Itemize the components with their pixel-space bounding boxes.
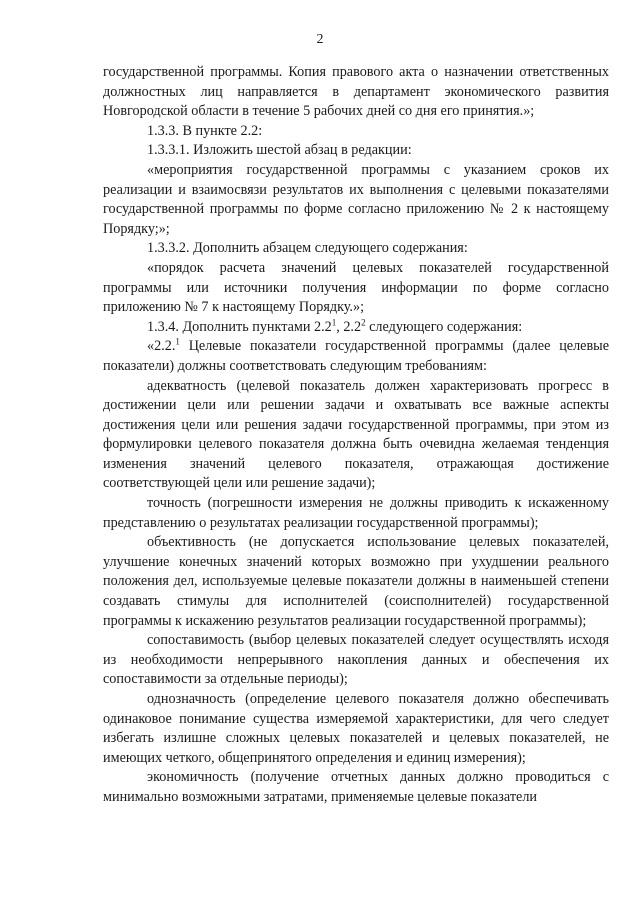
paragraph-1-3-4: 1.3.4. Дополнить пунктами $2.2^1$, $2.2^2$ следующего содержания: xyxy=(147,316,523,335)
paragraph-comparability: сопоставимость (выбор целевых показателей следует осуществлять исходя из необходимости непрерывного накопления данных и обеспечения их сопоставимости за отдельные периоды); xyxy=(103,632,609,688)
paragraph-1-3-3-1: 1.3.3.1. Изложить шестой абзац в редакции: xyxy=(147,142,412,159)
paragraph-accuracy: точность (погрешности измерения не должны приводить к искаженному представлению о результатах реализации государственной программы); xyxy=(103,495,609,531)
paragraph-quote-calculation: «порядок расчета значений целевых показателей государственной программы или источники получения информации по форме согласно приложению № 7 к настоящему Порядку.»; xyxy=(103,259,609,316)
paragraph-unambiguity: однозначность (определение целевого показателя должно обеспечивать одинаковое понимание существа измеряемой характеристики, для чего следует избегать излишне сложных целевых показателей и целевых показателей, не имеющих четкого, общепринятого определения и единиц измерения); xyxy=(103,691,609,766)
page-number: 2 xyxy=(316,32,324,47)
paragraph-adequacy: адекватность (целевой показатель должен характеризовать прогресс в достижении цели или решении задачи и охватывать все важные аспекты достижения цели или решения задачи государственной программы, при этом из формулировки целевого показателя должна быть очевидна желаемая тенденция изменения значений целевого показателя, отражающая достижение соответствующей цели или решение задачи); xyxy=(103,377,609,492)
document-body xyxy=(103,63,609,808)
paragraph-objectivity: объективность (не допускается использование целевых показателей, улучшение конечных значений которых возможно при ухудшении реального положения дел, используемые целевые показатели должны в наименьшей степени создавать стимулы для исполнителей (соисполнителей) государственной программы к искажению результатов реализации государственной программы); xyxy=(103,534,609,629)
paragraph-1-3-3: 1.3.3. В пункте 2.2: xyxy=(147,122,263,139)
paragraph-2-2-1: «2.2.$^1$ Целевые показатели государственной программы (далее целевые показатели) должны соответствовать следующим требованиям: xyxy=(103,336,609,374)
paragraph-1-3-3-2: 1.3.3.2. Дополнить абзацем следующего содержания: xyxy=(147,240,468,257)
paragraph-economy: экономичность (получение отчетных данных должно проводиться с минимально возможными затратами, применяемые целевые показатели xyxy=(103,769,609,805)
paragraph-continuation: государственной программы. Копия правового акта о назначении ответственных должностных лиц направляется в департамент экономического развития Новгородской области в течение 5 рабочих дней со дня его принятия.»; xyxy=(103,64,609,120)
paragraph-quote-measures: «мероприятия государственной программы с указанием сроков их реализации и взаимосвязи результатов их выполнения с целевыми показателями государственной программы по форме согласно приложению № 2 к настоящему Порядку;»; xyxy=(103,161,609,237)
